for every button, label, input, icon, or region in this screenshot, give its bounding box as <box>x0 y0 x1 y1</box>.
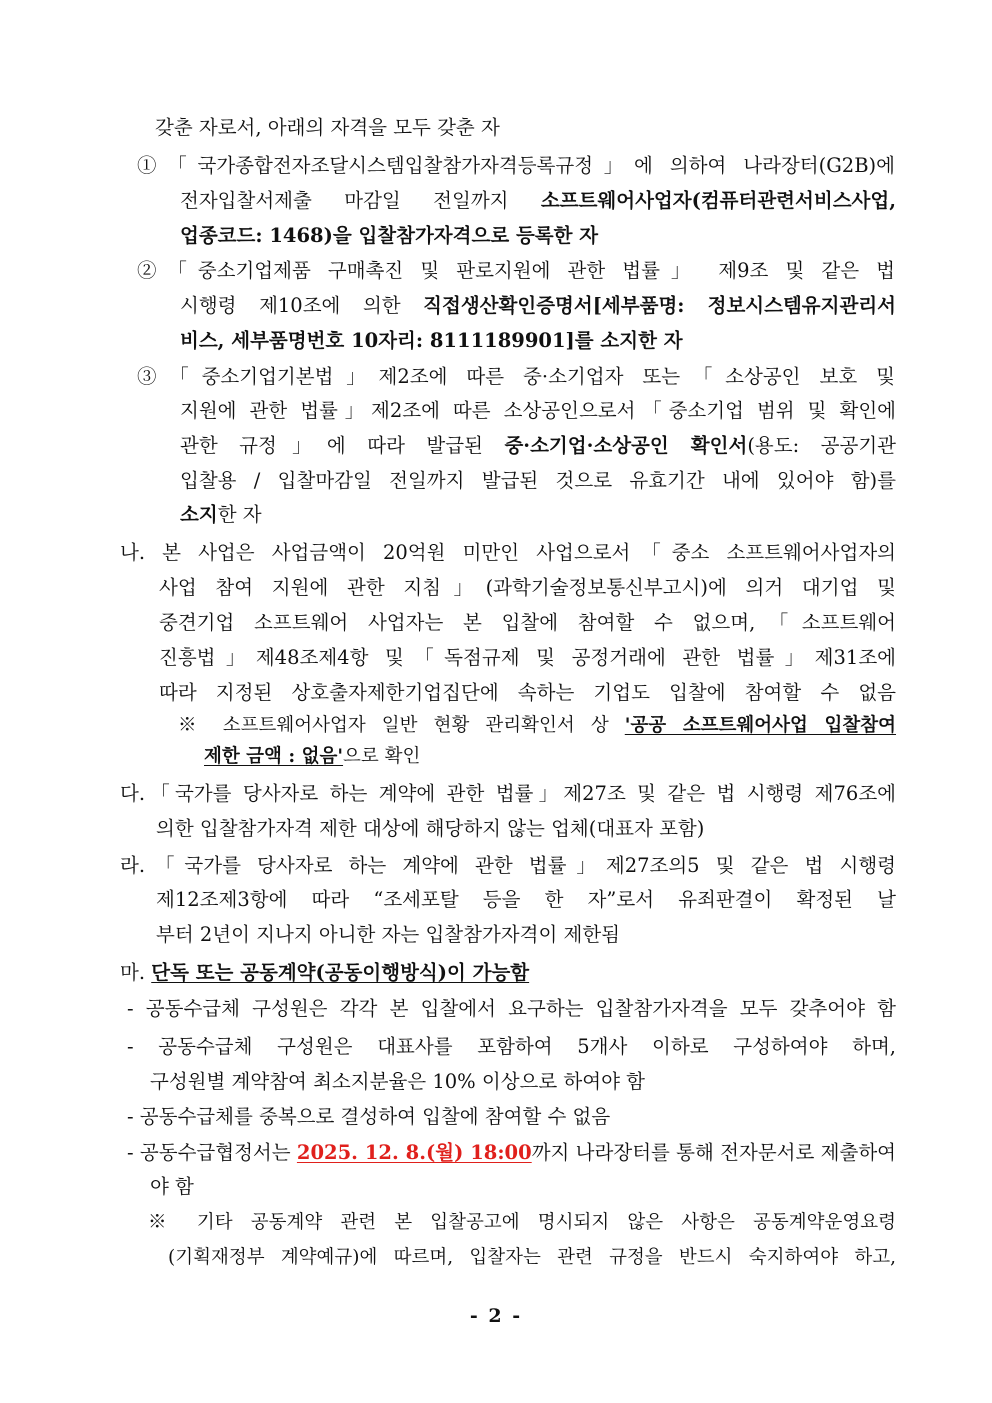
text-line: 시행령 제10조에 의한 직접생산확인증명서[세부품명: 정보시스템유지관리서 <box>180 294 896 317</box>
text-line: 진흥법」제48조제4항 및「독점규제 및 공정거래에 관한 법률」제31조에 <box>159 646 896 669</box>
section-ma: 마. 단독 또는 공동계약(공동이행방식)이 가능함 <box>120 961 530 984</box>
text-line: 갖춘 자로서, 아래의 자격을 모두 갖춘 자 <box>155 116 500 139</box>
text-line: 부터 2년이 지나지 아니한 자는 입찰참가자격이 제한됨 <box>156 923 621 946</box>
text-line: 사업 참여 지원에 관한 지침」(과학기술정보통신부고시)에 의거 대기업 및 <box>159 576 896 599</box>
page-number: - 2 - <box>469 1305 523 1327</box>
text-line: 지원에 관한 법률」제2조에 따른 소상공인으로서「중소기업 범위 및 확인에 <box>180 399 896 422</box>
note-line: ※ 기타 공동계약 관련 본 입찰공고에 명시되지 않은 사항은 공동계약운영요령 <box>148 1212 896 1233</box>
list-item-1: ①「국가종합전자조달시스템입찰참가자격등록규정」에 의하여 나라장터(G2B)에 <box>137 154 895 177</box>
note-line: ※ 소프트웨어사업자 일반 현황 관리확인서 상 '공공 소프트웨어사업 입찰참여 <box>178 715 897 736</box>
text-line: 중견기업 소프트웨어 사업자는 본 입찰에 참여할 수 없으며,「소프트웨어 <box>159 611 896 634</box>
note-line: (기획재정부 계약예규)에 따르며, 입찰자는 관련 규정을 반드시 숙지하여야 하고, <box>168 1247 896 1268</box>
list-item-2: ②「중소기업제품 구매촉진 및 판로지원에 관한 법률」 제9조 및 같은 법 <box>137 259 895 282</box>
text-line: 의한 입찰참가자격 제한 대상에 해당하지 않는 업체(대표자 포함) <box>156 817 705 840</box>
text-line: 따라 지정된 상호출자제한기업집단에 속하는 기업도 입찰에 참여할 수 없음 <box>159 681 896 704</box>
section-na: 나. 본 사업은 사업금액이 20억원 미만인 사업으로서「중소 소프트웨어사업자의 <box>120 541 896 564</box>
section-da: 다.「국가를 당사자로 하는 계약에 관한 법률」제27조 및 같은 법 시행령 제76조에 <box>120 782 896 805</box>
section-ra: 라.「국가를 당사자로 하는 계약에 관한 법률」제27조의5 및 같은 법 시행령 <box>120 854 896 877</box>
note-line: 제한 금액 : 없음'으로 확인 <box>204 746 421 767</box>
text-line: 소지한 자 <box>180 503 262 526</box>
deadline-date: 2025. 12. 8.(월) 18:00 <box>296 1141 532 1164</box>
bullet-item: - 공동수급체 구성원은 각각 본 입찰에서 요구하는 입찰참가자격을 모두 갖추어야 함 <box>127 997 896 1020</box>
text-line: 야 함 <box>150 1175 194 1198</box>
list-item-3: ③「중소기업기본법」제2조에 따른 중·소기업자 또는「소상공인 보호 및 <box>137 365 895 388</box>
text-line: 전자입찰서제출 마감일 전일까지 소프트웨어사업자(컴퓨터관련서비스사업, <box>180 189 896 212</box>
text-line: 관한 규정」에 따라 발급된 중·소기업·소상공인 확인서(용도: 공공기관 <box>180 434 897 457</box>
text-line: 업종코드: 1468)을 입찰참가자격으로 등록한 자 <box>180 224 599 247</box>
bullet-item: - 공동수급협정서는 2025. 12. 8.(월) 18:00까지 나라장터를 통해 전자문서로 제출하여 <box>127 1141 896 1164</box>
text-line: 입찰용 / 입찰마감일 전일까지 발급된 것으로 유효기간 내에 있어야 함)를 <box>180 469 896 492</box>
bullet-item: - 공동수급체를 중복으로 결성하여 입찰에 참여할 수 없음 <box>127 1105 611 1128</box>
bullet-item: - 공동수급체 구성원은 대표사를 포함하여 5개사 이하로 구성하여야 하며, <box>127 1035 896 1058</box>
text-line: 비스, 세부품명번호 10자리: 8111189901]를 소지한 자 <box>180 329 683 352</box>
text-line: 구성원별 계약참여 최소지분율은 10% 이상으로 하여야 함 <box>150 1070 645 1093</box>
text-line: 제12조제3항에 따라 “조세포탈 등을 한 자”로서 유죄판결이 확정된 날 <box>156 888 896 911</box>
